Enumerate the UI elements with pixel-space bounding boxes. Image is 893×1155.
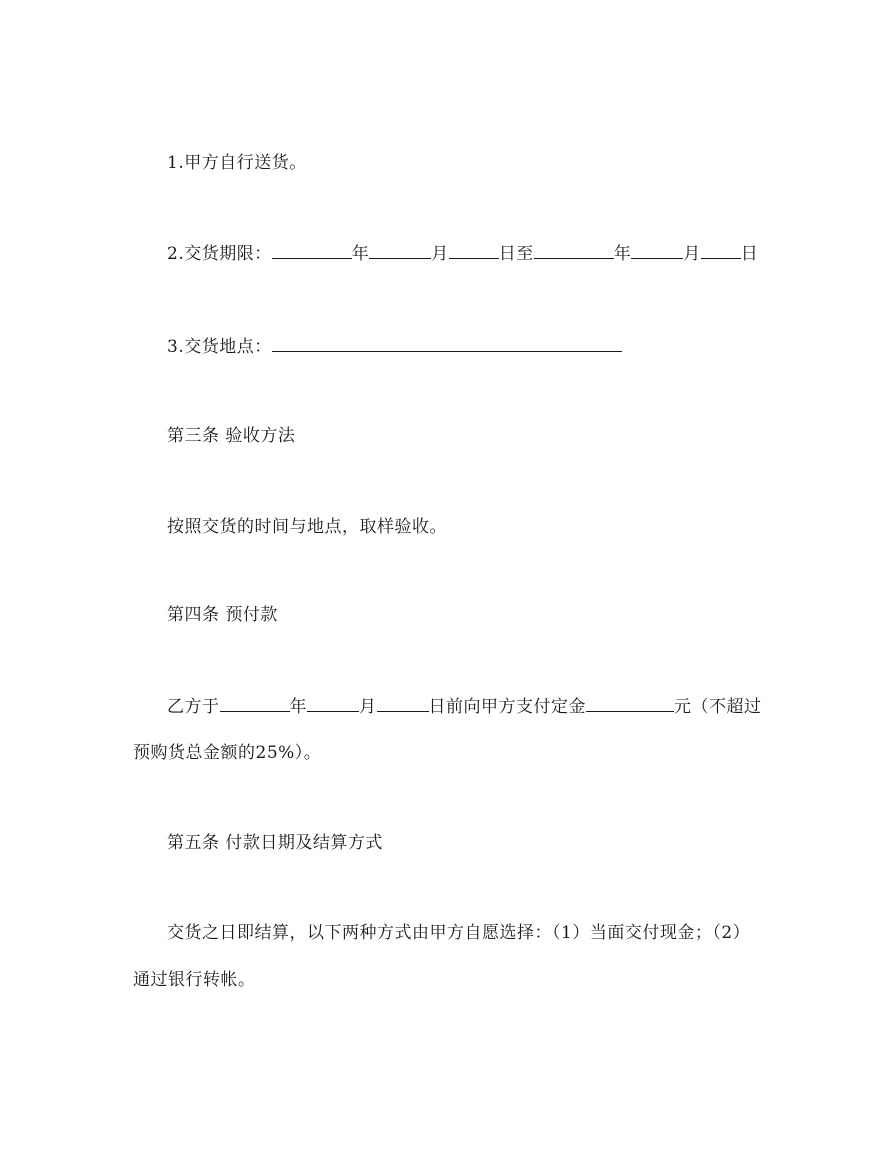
deposit-amount-blank <box>586 695 674 712</box>
article-3-body <box>0 516 893 538</box>
end-day-unit: 日 <box>740 244 759 264</box>
start-year-unit: 年 <box>351 244 370 264</box>
start-month-blank <box>369 242 431 259</box>
article-5-heading-text: 第五条 付款日期及结算方式 <box>167 833 383 853</box>
settlement-options-text: 交货之日即结算，以下两种方式由甲方自愿选择：（1）当面交付现金；（2） <box>167 923 751 943</box>
delivery-method-text: 1.甲方自行送货。 <box>167 153 307 173</box>
article-5-body-line2 <box>0 969 893 991</box>
prepay-day-blank <box>377 695 429 712</box>
article-5-body-line1 <box>0 922 893 944</box>
start-month-unit: 月 <box>431 244 449 264</box>
article-3-body-text: 按照交货的时间与地点，取样验收。 <box>167 517 447 537</box>
prepay-prefix: 乙方于 <box>167 697 220 717</box>
delivery-period-label: 2.交货期限： <box>167 244 272 264</box>
prepay-year-unit: 年 <box>289 697 307 717</box>
delivery-place-label: 3.交货地点： <box>167 337 272 357</box>
prepay-month-unit: 月 <box>359 697 377 717</box>
end-year-blank <box>534 242 614 259</box>
prepay-day-text: 日前向甲方支付定金 <box>428 697 586 717</box>
end-month-unit: 月 <box>683 244 701 264</box>
article-3-heading <box>0 425 893 447</box>
prepay-yuan-text: 元（不超过 <box>674 697 762 717</box>
article-5-heading <box>0 832 893 854</box>
delivery-period-item <box>0 242 893 265</box>
end-day-blank <box>701 242 741 259</box>
article-4-body-line2 <box>0 742 893 764</box>
start-day-unit: 日至 <box>498 244 534 264</box>
end-month-blank <box>631 242 683 259</box>
delivery-place-blank <box>272 335 622 352</box>
prepay-month-blank <box>307 695 359 712</box>
delivery-place-item <box>0 335 893 358</box>
prepay-year-blank <box>220 695 290 712</box>
settlement-transfer-text: 通过银行转帐。 <box>133 970 256 990</box>
prepay-limit-text: 预购货总金额的25%）。 <box>133 743 322 763</box>
article-4-heading <box>0 604 893 626</box>
article-3-heading-text: 第三条 验收方法 <box>167 426 296 446</box>
article-4-body-line1 <box>0 695 893 718</box>
start-day-blank <box>449 242 499 259</box>
start-year-blank <box>272 242 352 259</box>
delivery-method-item <box>0 152 893 174</box>
article-4-heading-text: 第四条 预付款 <box>167 605 278 625</box>
end-year-unit: 年 <box>613 244 632 264</box>
